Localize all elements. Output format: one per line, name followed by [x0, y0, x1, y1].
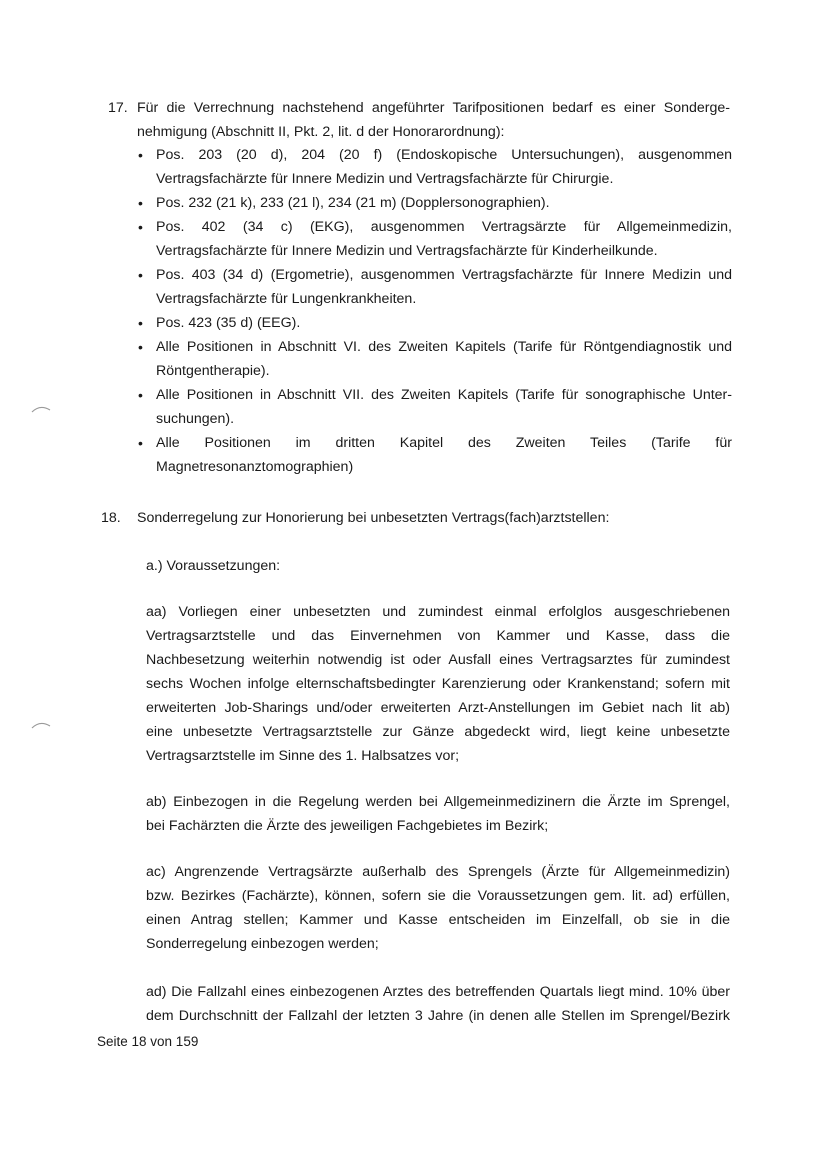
bullet-line: Pos. 232 (21 k), 233 (21 l), 234 (21 m) (Dopplersonographien).: [156, 195, 550, 211]
bullet-line: Magnetresonanztomographien): [156, 459, 354, 475]
list-item: [136, 264, 732, 312]
paragraph-line: einen Antrag stellen; Kammer und Kasse entscheiden im Einzelfall, ob sie in die: [146, 912, 730, 928]
bullet-line: suchungen).: [156, 411, 235, 427]
list-item: [136, 384, 732, 432]
paragraph-line: ad) Die Fallzahl eines einbezogenen Arztes des betreffenden Quartals liegt mind. 10% über: [146, 984, 730, 1000]
paragraph-line: ac) Angrenzende Vertragsärzte außerhalb des Sprengels (Ärzte für Allgemeinmedizin): [146, 864, 730, 880]
list-item: [136, 192, 732, 216]
bullet-line: Vertragsfachärzte für Innere Medizin und Vertragsfachärzte für Kinderheilkunde.: [156, 243, 658, 259]
section-17-number: 17.: [108, 100, 128, 116]
bullet-icon: •: [138, 267, 143, 283]
bullet-line: Alle Positionen im dritten Kapitel des Zweiten Teiles (Tarife für: [156, 435, 732, 451]
bullet-line: Pos. 203 (20 d), 204 (20 f) (Endoskopische Untersuchungen), ausgenommen: [156, 147, 732, 163]
paragraph-line: erweiterten Job-Sharings und/oder erweiterten Arzt-Anstellungen im Gebiet nach lit ab): [146, 700, 730, 716]
paragraph-line: ab) Einbezogen in die Regelung werden bei Allgemeinmedizinern die Ärzte im Sprengel,: [146, 794, 730, 810]
list-item: [136, 336, 732, 384]
bullet-line: Pos. 403 (34 d) (Ergometrie), ausgenommen Vertragsfachärzte für Innere Medizin und: [156, 267, 732, 283]
section-18-heading-text: Sonderregelung zur Honorierung bei unbesetzten Vertrags(fach)arztstellen:: [137, 510, 610, 526]
bullet-icon: •: [138, 339, 143, 355]
subsection-a-heading: [146, 554, 730, 578]
punch-mark-icon: [30, 402, 52, 416]
section-17-intro-line-1: Für die Verrechnung nachstehend angeführter Tarifpositionen bedarf es einer Sonderge-: [137, 100, 730, 116]
page-number-footer: Seite 18 von 159: [97, 1034, 199, 1049]
paragraph-line: Sonderregelung einbezogen werden;: [146, 936, 379, 952]
bullet-icon: •: [138, 435, 143, 451]
section-18-number: 18.: [101, 510, 121, 526]
section-17-intro: [137, 96, 730, 144]
bullet-line: Vertragsfachärzte für Lungenkrankheiten.: [156, 291, 417, 307]
list-item: [136, 432, 732, 480]
paragraph-line: sechs Wochen infolge elternschaftsbedingter Karenzierung oder Krankenstand; sofern mit: [146, 676, 730, 692]
bullet-icon: •: [138, 387, 143, 403]
bullet-line: Alle Positionen in Abschnitt VI. des Zweiten Kapitels (Tarife für Röntgendiagnostik und: [156, 339, 732, 355]
paragraph-ad: [146, 980, 730, 1028]
paragraph-line: bei Fachärzten die Ärzte des jeweiligen Fachgebietes im Bezirk;: [146, 818, 549, 834]
paragraph-aa: [146, 600, 730, 768]
paragraph-line: aa) Vorliegen einer unbesetzten und zumindest einmal erfolglos ausgeschriebenen: [146, 604, 730, 620]
subsection-a-text: a.) Voraussetzungen:: [146, 558, 281, 574]
list-item: [136, 216, 732, 264]
list-item: [136, 144, 732, 192]
section-18-heading: [137, 506, 737, 530]
paragraph-line: dem Durchschnitt der Fallzahl der letzten 3 Jahre (in denen alle Stellen im Sprengel/Bezirk: [146, 1008, 730, 1024]
paragraph-line: Nachbesetzung weiterhin notwendig ist oder Ausfall eines Vertragsarztes für zumindest: [146, 652, 730, 668]
bullet-line: Alle Positionen in Abschnitt VII. des Zweiten Kapitels (Tarife für sonographische Unter-: [156, 387, 732, 403]
paragraph-line: Vertragsarztstelle und das Einvernehmen von Kammer und Kasse, dass die: [146, 628, 730, 644]
paragraph-line: eine unbesetzte Vertragsarztstelle zur Gänze abgedeckt wird, liegt keine unbesetzte: [146, 724, 730, 740]
paragraph-line: Vertragsarztstelle im Sinne des 1. Halbsatzes vor;: [146, 748, 460, 764]
section-17-intro-line-2: nehmigung (Abschnitt II, Pkt. 2, lit. d der Honorarordnung):: [137, 124, 505, 140]
bullet-line: Röntgentherapie).: [156, 363, 270, 379]
paragraph-line: bzw. Bezirkes (Fachärzte), können, sofern sie die Voraussetzungen gem. lit. ad) erfüllen,: [146, 888, 730, 904]
punch-mark-icon: [30, 718, 52, 732]
bullet-icon: •: [138, 147, 143, 163]
bullet-icon: •: [138, 315, 143, 331]
section-17-bullet-list: [136, 144, 732, 480]
paragraph-ab: [146, 790, 730, 838]
paragraph-ac: [146, 860, 730, 956]
list-item: [136, 312, 732, 336]
bullet-line: Pos. 402 (34 c) (EKG), ausgenommen Vertragsärzte für Allgemeinmedizin,: [156, 219, 732, 235]
bullet-line: Vertragsfachärzte für Innere Medizin und Vertragsfachärzte für Chirurgie.: [156, 171, 614, 187]
bullet-line: Pos. 423 (35 d) (EEG).: [156, 315, 301, 331]
bullet-icon: •: [138, 219, 143, 235]
bullet-icon: •: [138, 195, 143, 211]
